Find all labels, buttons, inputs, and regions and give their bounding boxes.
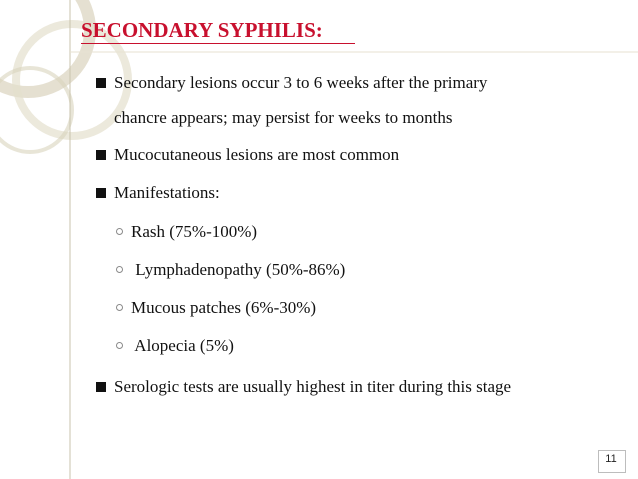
sub-bullet-text-2: Lymphadenopathy (50%-86%) — [131, 260, 346, 279]
sub-bullet-text-4: Alopecia (5%) — [131, 336, 234, 355]
sub-bullet-text-3: Mucous patches (6%-30%) — [131, 298, 317, 317]
circle-sub-bullet-icon — [116, 304, 123, 311]
title-underline — [81, 43, 355, 44]
circle-sub-bullet-icon — [116, 266, 123, 273]
square-bullet-icon — [96, 188, 106, 198]
bullet-text-4: Serologic tests are usually highest in titer during this stage — [114, 377, 512, 396]
sub-bullet-text-1: Rash (75%-100%) — [131, 222, 258, 241]
slide-title: SECONDARY SYPHILIS: — [81, 18, 323, 42]
square-bullet-icon — [96, 150, 106, 160]
square-bullet-icon — [96, 78, 106, 88]
bullet-text-1-line-2: chancre appears; may persist for weeks to months — [114, 108, 453, 127]
page-number: 11 — [605, 453, 617, 465]
bullet-text-1-line-1: Secondary lesions occur 3 to 6 weeks after the primary — [114, 73, 488, 92]
bullet-text-2: Mucocutaneous lesions are most common — [114, 145, 400, 164]
circle-sub-bullet-icon — [116, 228, 123, 235]
decor-ring-small — [0, 68, 72, 152]
bullet-text-3: Manifestations: — [114, 183, 220, 202]
circle-sub-bullet-icon — [116, 342, 123, 349]
square-bullet-icon — [96, 382, 106, 392]
